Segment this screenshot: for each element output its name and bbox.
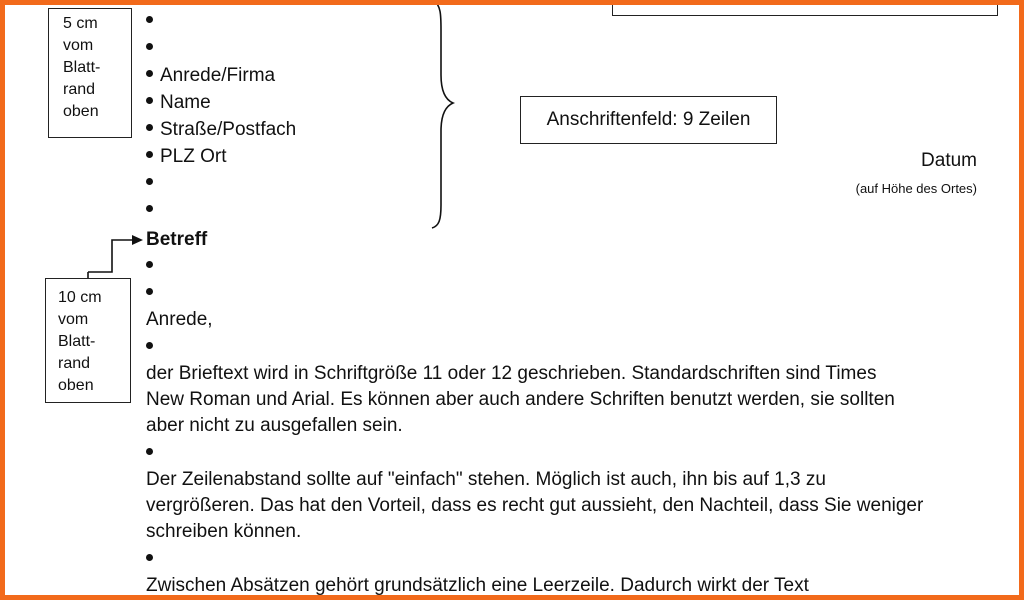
bullet-icon — [146, 178, 153, 185]
address-line-empty — [146, 10, 160, 34]
address-brace — [432, 0, 453, 228]
blank-line — [146, 255, 160, 279]
margin-note-line: vom — [58, 311, 89, 328]
address-line-empty — [146, 37, 160, 61]
blank-line — [146, 336, 160, 360]
bullet-icon — [146, 151, 153, 158]
margin-arrow-line — [88, 240, 134, 272]
margin-note-line: oben — [58, 377, 94, 394]
date-note: (auf Höhe des Ortes) — [855, 181, 977, 196]
margin-note-line: 5 cm — [63, 15, 98, 32]
address-line-empty — [146, 172, 160, 196]
paragraph-1-line: der Brieftext wird in Schriftgröße 11 oder 12 geschrieben. Standardschriften sind Times — [146, 363, 877, 384]
paragraph-3-line: Zwischen Absätzen gehört grundsätzlich eine Leerzeile. Dadurch wirkt der Text — [146, 575, 809, 596]
paragraph-1-line: New Roman und Arial. Es können aber auch andere Schriften benutzt werden, sie sollten — [146, 389, 895, 410]
bullet-icon — [146, 43, 153, 50]
address-line-street: Straße/Postfach — [146, 118, 296, 142]
top-right-box — [612, 0, 998, 16]
paragraph-1-line: aber nicht zu ausgefallen sein. — [146, 415, 403, 436]
margin-note-line: rand — [58, 355, 91, 372]
bullet-icon — [146, 554, 153, 561]
margin-note-line: rand — [63, 81, 96, 98]
subject-line: Betreff — [146, 229, 208, 250]
paragraph-2-line: Der Zeilenabstand sollte auf "einfach" stehen. Möglich ist auch, ihn bis auf 1,3 zu — [146, 469, 826, 490]
margin-note-line: Blatt- — [63, 59, 101, 76]
margin-note-10cm — [45, 278, 131, 403]
blank-line — [146, 442, 160, 466]
bullet-icon — [146, 70, 153, 77]
bullet-icon — [146, 342, 153, 349]
address-line-company: Anrede/Firma — [146, 64, 275, 88]
paragraph-2-line: vergrößeren. Das hat den Vorteil, dass es recht gut aussieht, den Nachteil, dass Sie weniger — [146, 495, 924, 516]
date-label: Datum — [921, 150, 977, 171]
paragraph-2-line: schreiben können. — [146, 521, 302, 542]
margin-note-line: oben — [63, 103, 99, 120]
salutation: Anrede, — [146, 309, 213, 330]
address-line-empty — [146, 199, 160, 223]
bullet-icon — [146, 124, 153, 131]
bullet-icon — [146, 205, 153, 212]
margin-note-line: vom — [63, 37, 94, 54]
margin-arrow-head — [132, 235, 143, 245]
bullet-icon — [146, 261, 153, 268]
margin-note-line: 10 cm — [58, 289, 102, 306]
bullet-icon — [146, 97, 153, 104]
bullet-icon — [146, 448, 153, 455]
address-line-city: PLZ Ort — [146, 145, 227, 169]
address-line-name: Name — [146, 91, 211, 115]
margin-note-line: Blatt- — [58, 333, 96, 350]
blank-line — [146, 282, 160, 306]
bullet-icon — [146, 16, 153, 23]
address-field-label: Anschriftenfeld: 9 Zeilen — [520, 96, 777, 144]
bullet-icon — [146, 288, 153, 295]
margin-note-5cm — [48, 8, 132, 138]
blank-line — [146, 548, 160, 572]
